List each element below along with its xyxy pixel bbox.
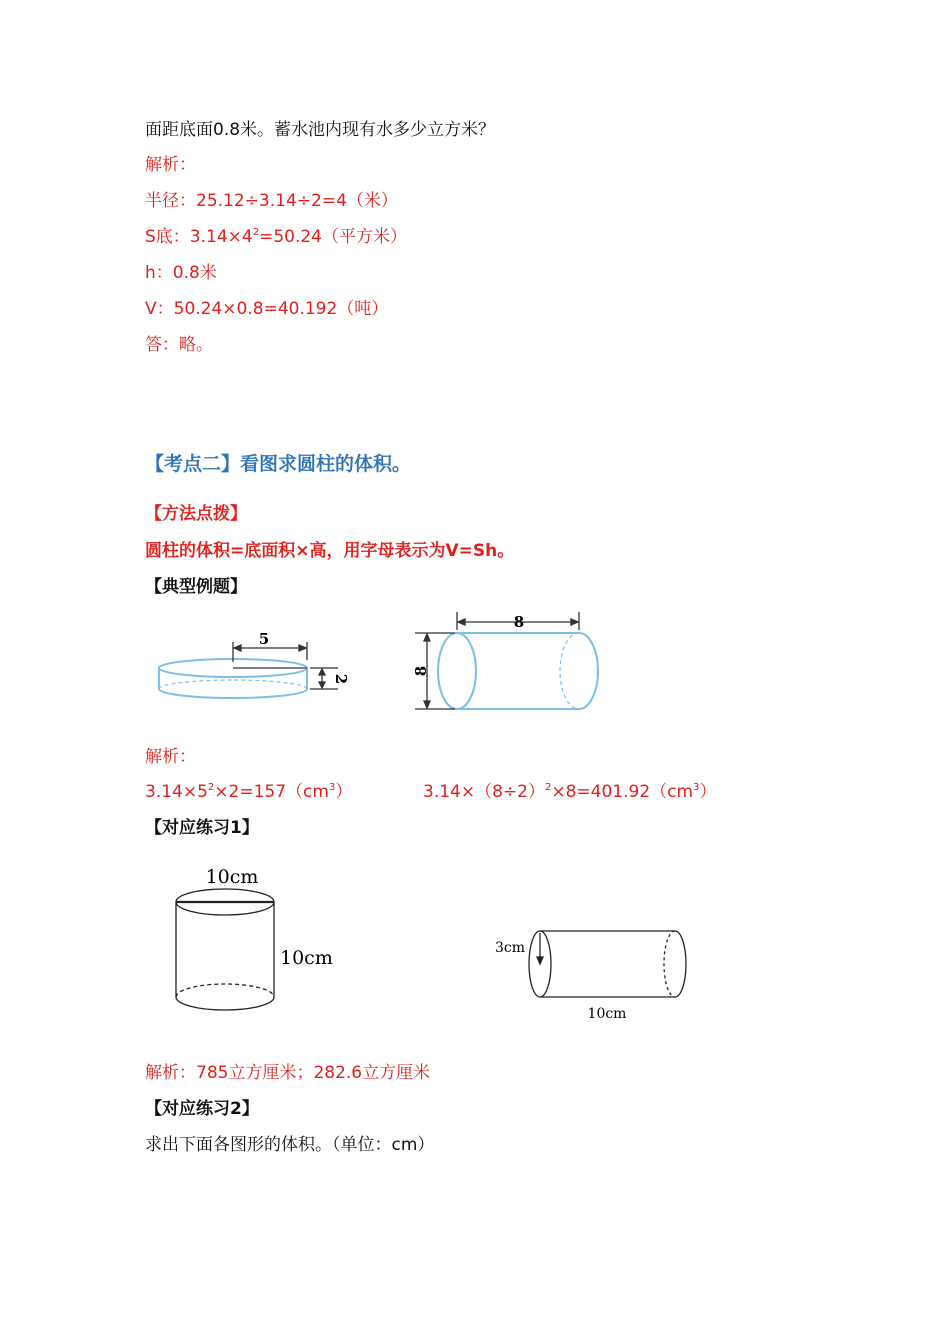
fig1-height-label: 2: [332, 673, 350, 685]
practice1-horizontal-cylinder-figure: [490, 920, 700, 1025]
answer1-sup2: 3: [328, 782, 336, 793]
volume-line: V：50.24×0.8=40.192（吨）: [145, 299, 389, 319]
practice2-label: 【对应练习2】: [145, 1099, 259, 1119]
section-title: 【考点二】看图求圆柱的体积。: [145, 453, 412, 475]
answer1-sup1: 2: [207, 782, 215, 793]
answer2-sup2: 3: [693, 782, 700, 793]
example-analysis-label: 解析：: [145, 747, 196, 767]
answer2-end: ）: [699, 782, 717, 802]
practice1-tall-cylinder-figure: [170, 858, 370, 1018]
answer1-prefix: 3.14×5: [145, 782, 208, 802]
analysis-label: 解析：: [145, 155, 196, 175]
example-label: 【典型例题】: [145, 577, 247, 597]
area-sup: 2: [252, 227, 260, 238]
answer1-end: ）: [335, 782, 353, 802]
p1-fig1-diameter-label: 10cm: [205, 866, 259, 888]
method-text: 圆柱的体积=底面积×高，用字母表示为V=Sh。: [145, 541, 515, 561]
answer2-mid: ×8=401.92（cm: [551, 782, 694, 802]
question-text: 面距底面0.8米。蓄水池内现有水多少立方米？: [145, 120, 496, 140]
fig2-length-label: 8: [513, 613, 525, 631]
example-answer-1: [145, 780, 352, 804]
example-horizontal-cylinder-figure: [405, 608, 620, 718]
practice1-label: 【对应练习1】: [145, 818, 259, 838]
height-line: h：0.8米: [145, 263, 217, 283]
fig2-diameter-label: 8: [412, 665, 430, 677]
answer2-prefix: 3.14×（8÷2）: [423, 782, 545, 802]
answer-line: 答：略。: [145, 335, 213, 355]
fig1-radius-label: 5: [258, 630, 270, 648]
area-prefix: S底：3.14×4: [145, 227, 253, 247]
p1-fig2-length-label: 10cm: [587, 1006, 627, 1022]
area-line: [145, 225, 407, 249]
practice1-analysis: 解析：785立方厘米；282.6立方厘米: [145, 1063, 431, 1083]
practice2-prompt: 求出下面各图形的体积。（单位：cm）: [145, 1135, 435, 1155]
radius-line: 半径：25.12÷3.14÷2=4（米）: [145, 191, 398, 211]
method-label: 【方法点拨】: [145, 504, 247, 524]
area-suffix: =50.24（平方米）: [259, 227, 407, 247]
p1-fig2-radius-label: 3cm: [495, 940, 526, 956]
example-cylinder-figure: [150, 628, 360, 718]
answer2-sup1: 2: [544, 782, 552, 793]
answer1-mid: ×2=157（cm: [214, 782, 329, 802]
example-answer-2: [423, 780, 716, 804]
p1-fig1-height-label: 10cm: [280, 947, 333, 969]
